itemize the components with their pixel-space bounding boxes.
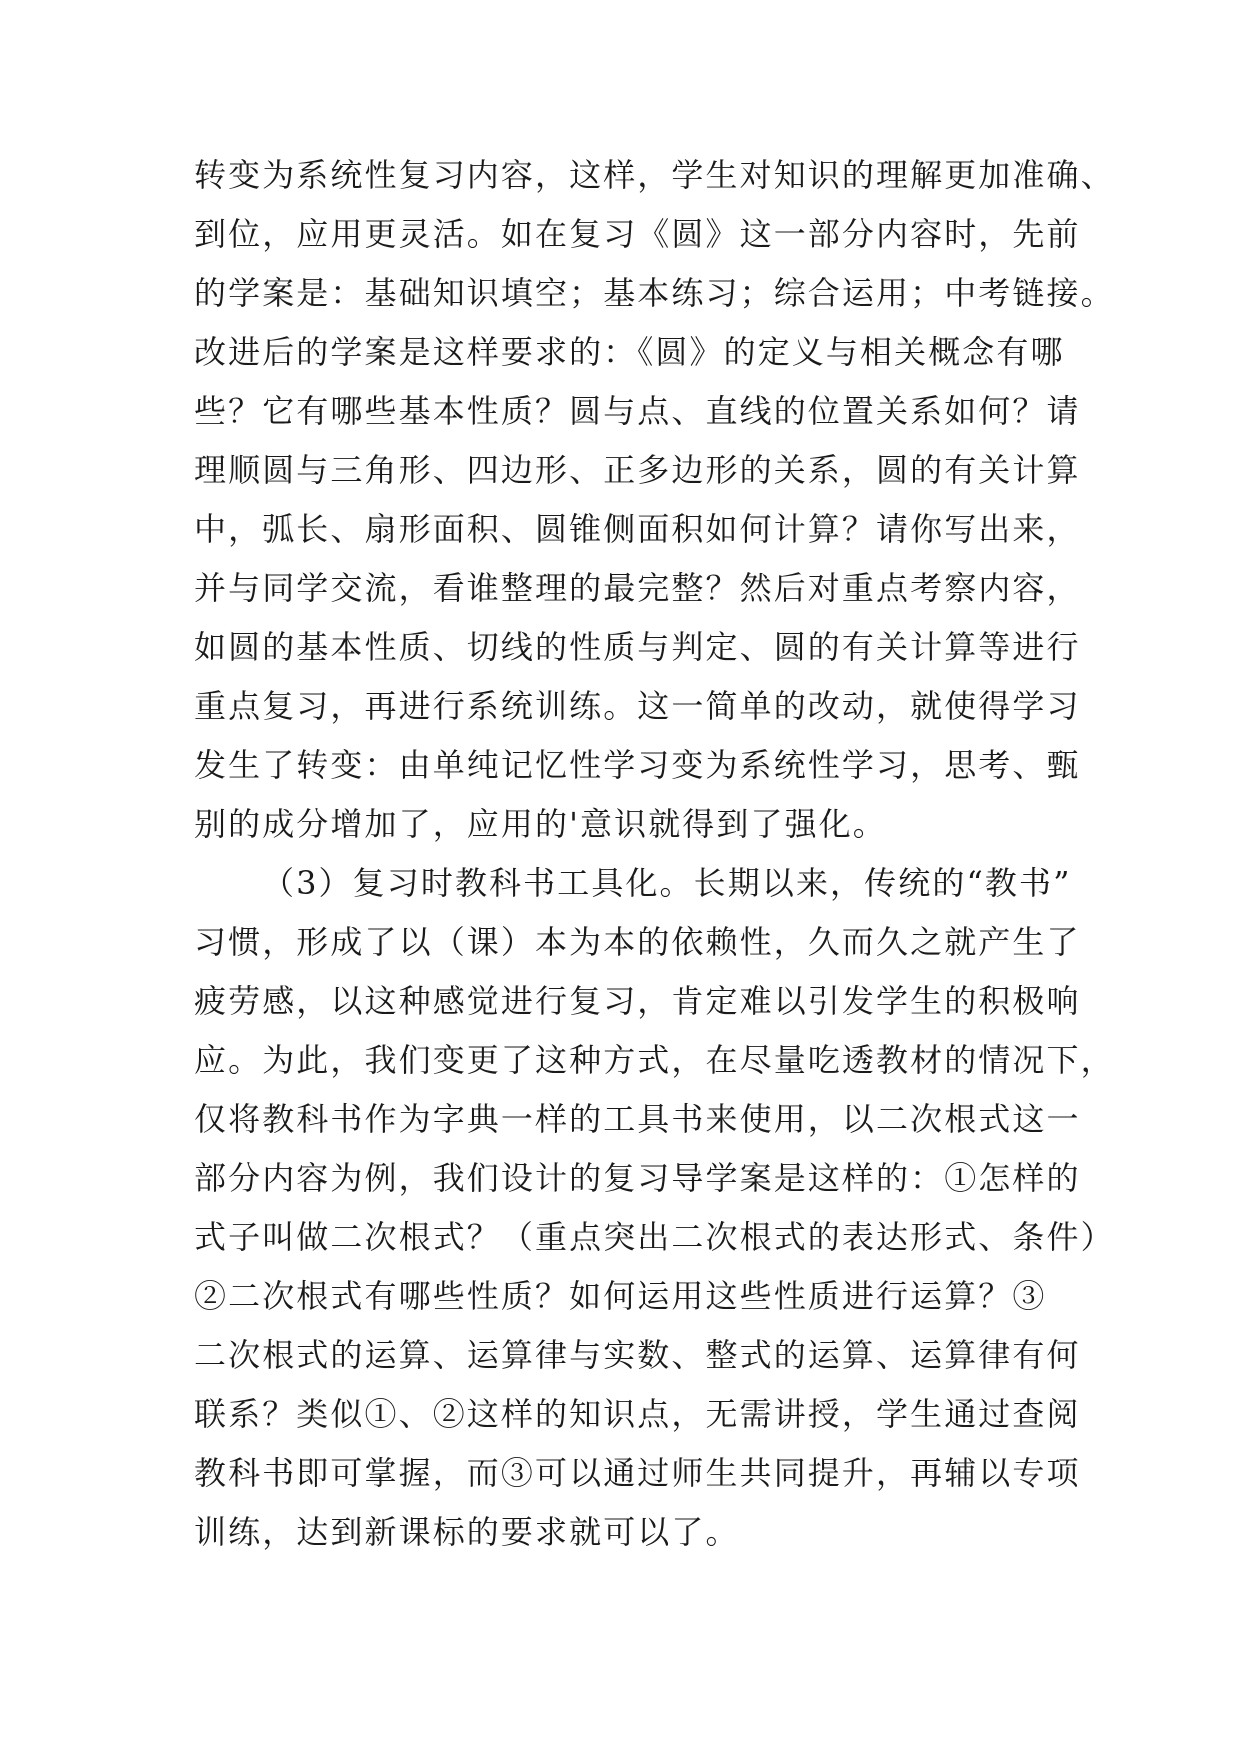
text-line: 改进后的学案是这样要求的：《圆》的定义与相关概念有哪 <box>194 333 1065 371</box>
text-line: 些？它有哪些基本性质？圆与点、直线的位置关系如何？请 <box>194 392 1081 430</box>
text-line: 的学案是：基础知识填空；基本练习；综合运用；中考链接。 <box>194 274 1115 312</box>
text-line: 理顺圆与三角形、四边形、正多边形的关系，圆的有关计算 <box>194 451 1081 489</box>
text-line: 教科书即可掌握，而③可以通过师生共同提升，再辅以专项 <box>194 1454 1081 1492</box>
text-line: 到位，应用更灵活。如在复习《圆》这一部分内容时，先前 <box>194 215 1081 253</box>
text-line: 部分内容为例，我们设计的复习导学案是这样的：①怎样的 <box>194 1159 1081 1197</box>
text-line: 重点复习，再进行系统训练。这一简单的改动，就使得学习 <box>194 687 1081 725</box>
text-line: 仅将教科书作为字典一样的工具书来使用，以二次根式这一 <box>194 1100 1081 1138</box>
text-line: 式子叫做二次根式？（重点突出二次根式的表达形式、条件） <box>194 1218 1115 1256</box>
text-line: 发生了转变：由单纯记忆性学习变为系统性学习，思考、甄 <box>194 746 1081 784</box>
text-line: 疲劳感，以这种感觉进行复习，肯定难以引发学生的积极响 <box>194 982 1081 1020</box>
text-line: 习惯，形成了以（课）本为本的依赖性，久而久之就产生了 <box>194 923 1081 961</box>
text-line: 应。为此，我们变更了这种方式，在尽量吃透教材的情况下， <box>194 1041 1115 1079</box>
text-line: 并与同学交流，看谁整理的最完整？然后对重点考察内容， <box>194 569 1081 607</box>
text-line: 如圆的基本性质、切线的性质与判定、圆的有关计算等进行 <box>194 628 1081 666</box>
text-line: 联系？类似①、②这样的知识点，无需讲授，学生通过查阅 <box>194 1395 1081 1433</box>
text-line: 训练，达到新课标的要求就可以了。 <box>194 1513 740 1551</box>
paragraph-start-line: （3）复习时教科书工具化。长期以来，传统的“教书” <box>262 864 1072 902</box>
text-line: 中，弧长、扇形面积、圆锥侧面积如何计算？请你写出来， <box>194 510 1081 548</box>
text-line: 别的成分增加了，应用的'意识就得到了强化。 <box>194 805 887 843</box>
text-line: 二次根式的运算、运算律与实数、整式的运算、运算律有何 <box>194 1336 1081 1374</box>
text-line: 转变为系统性复习内容，这样，学生对知识的理解更加准确、 <box>194 156 1115 194</box>
text-line: ②二次根式有哪些性质？如何运用这些性质进行运算？③ <box>194 1277 1047 1315</box>
